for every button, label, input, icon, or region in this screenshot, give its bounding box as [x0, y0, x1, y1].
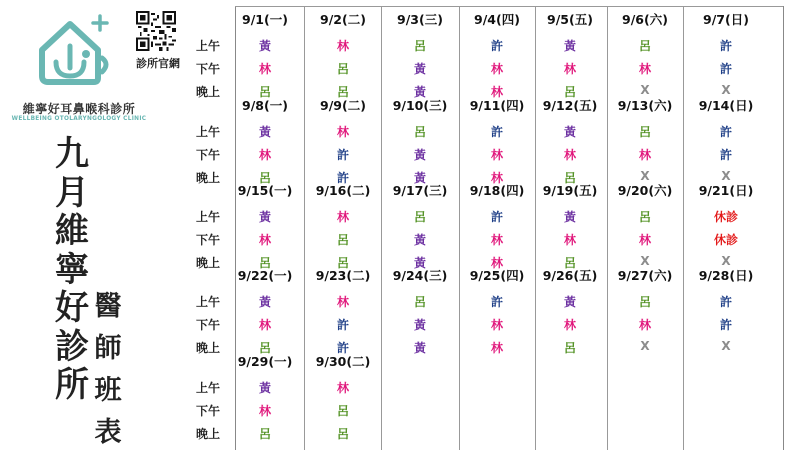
schedule-cell: 呂 [258, 341, 271, 355]
schedule-cell: 黃 [258, 125, 271, 139]
schedule-cell: 呂 [336, 233, 349, 247]
schedule-cell: 許 [719, 148, 732, 162]
schedule-cell: 黃 [413, 85, 426, 99]
period-label: 晚上 [195, 341, 220, 355]
schedule-cell: 黃 [413, 148, 426, 162]
date-header: 9/17(三) [392, 183, 448, 198]
period-label: 下午 [195, 62, 220, 76]
period-label: 下午 [195, 148, 220, 162]
schedule-cell: 呂 [563, 171, 576, 185]
schedule-cell: 黃 [563, 210, 576, 224]
date-header: 9/18(四) [469, 183, 525, 198]
schedule-cell: 林 [336, 125, 349, 139]
schedule-cell: 許 [719, 125, 732, 139]
schedule-cell: 許 [490, 125, 503, 139]
schedule-cell: 許 [719, 318, 732, 332]
period-label: 上午 [195, 381, 220, 395]
schedule-cell: 呂 [258, 85, 271, 99]
schedule-cell: 許 [336, 341, 349, 355]
date-header: 9/16(二) [315, 183, 371, 198]
schedule-cell: 呂 [336, 85, 349, 99]
date-header: 9/3(三) [397, 12, 443, 27]
schedule-cell: 林 [563, 148, 576, 162]
date-header: 9/20(六) [617, 183, 673, 198]
schedule-cell: 許 [336, 171, 349, 185]
schedule-cell: X [640, 339, 650, 353]
schedule-cell: X [640, 83, 650, 97]
date-header: 9/29(一) [237, 354, 293, 369]
date-header: 9/13(六) [617, 98, 673, 113]
schedule-cell: 呂 [336, 62, 349, 76]
schedule-cell: 許 [336, 318, 349, 332]
schedule-cell: 呂 [258, 171, 271, 185]
schedule-cell: 林 [638, 318, 651, 332]
period-label: 上午 [195, 295, 220, 309]
schedule-cell: 黃 [563, 125, 576, 139]
schedule-cell: 許 [719, 62, 732, 76]
date-header: 9/4(四) [474, 12, 520, 27]
schedule-cell: 黃 [413, 318, 426, 332]
period-label: 晚上 [195, 171, 220, 185]
schedule-cell: 許 [490, 39, 503, 53]
clinic-name-english: WELLBEING OTOLARYNGOLOGY CLINIC [11, 116, 147, 122]
subtitle-char: 班 [94, 375, 122, 406]
schedule-cell: 林 [563, 233, 576, 247]
schedule-cell: 休診 [713, 210, 738, 224]
qr-caption: 診所官網 [136, 57, 180, 70]
date-header: 9/12(五) [542, 98, 598, 113]
schedule-cell: 呂 [563, 256, 576, 270]
schedule-cell: 呂 [638, 39, 651, 53]
date-header: 9/5(五) [547, 12, 593, 27]
subtitle-char: 師 [94, 333, 122, 364]
title-char: 九 [55, 134, 89, 174]
title-char: 好 [55, 288, 89, 328]
schedule-cell: 黃 [563, 295, 576, 309]
title-char: 診 [55, 326, 89, 367]
schedule-cell: 林 [563, 62, 576, 76]
schedule-cell: 休診 [713, 233, 738, 247]
period-label: 上午 [195, 39, 220, 53]
date-header: 9/15(一) [237, 183, 293, 198]
schedule-cell: 呂 [413, 295, 426, 309]
schedule-cell: 呂 [638, 125, 651, 139]
date-header: 9/10(三) [392, 98, 448, 113]
date-header: 9/19(五) [542, 183, 598, 198]
schedule-cell: 林 [638, 148, 651, 162]
period-label: 下午 [195, 318, 220, 332]
schedule-cell: 黃 [258, 381, 271, 395]
schedule-cell: 林 [258, 318, 271, 332]
schedule-cell: 林 [336, 210, 349, 224]
clinic-name: 維寧好耳鼻喉科診所 [22, 102, 136, 116]
schedule-cell: 林 [490, 233, 503, 247]
date-header: 9/7(日) [703, 12, 749, 27]
date-header: 9/26(五) [542, 268, 598, 283]
schedule-cell: 許 [490, 295, 503, 309]
schedule-cell: 林 [258, 404, 271, 418]
schedule-cell: 呂 [563, 341, 576, 355]
schedule-cell: 林 [258, 62, 271, 76]
schedule-cell: 呂 [413, 39, 426, 53]
schedule-cell: 林 [490, 256, 503, 270]
schedule-cell: 林 [563, 318, 576, 332]
schedule-cell: 呂 [258, 256, 271, 270]
period-label: 上午 [195, 210, 220, 224]
schedule-cell: 黃 [258, 39, 271, 53]
date-header: 9/1(一) [242, 12, 288, 27]
subtitle-char: 醫 [94, 291, 122, 322]
schedule-cell: 呂 [413, 210, 426, 224]
schedule-cell: 呂 [336, 256, 349, 270]
schedule-cell: X [721, 339, 731, 353]
title-char: 月 [55, 172, 89, 213]
schedule-cell: 林 [490, 171, 503, 185]
schedule-cell: 呂 [258, 427, 271, 441]
schedule-cell: 許 [336, 148, 349, 162]
schedule-cell: 許 [719, 39, 732, 53]
schedule-cell: 黃 [413, 256, 426, 270]
period-label: 下午 [195, 404, 220, 418]
schedule-cell: 林 [490, 85, 503, 99]
date-header: 9/11(四) [469, 98, 525, 113]
date-header: 9/2(二) [320, 12, 366, 27]
schedule-cell: 林 [258, 233, 271, 247]
title-char: 維 [55, 211, 89, 251]
date-header: 9/22(一) [237, 268, 293, 283]
date-header: 9/8(一) [242, 98, 288, 113]
title-char: 所 [55, 365, 89, 405]
schedule-cell: 林 [638, 62, 651, 76]
schedule-cell: 黃 [258, 210, 271, 224]
schedule-cell: 林 [490, 318, 503, 332]
schedule-cell: 呂 [336, 404, 349, 418]
period-label: 上午 [195, 125, 220, 139]
schedule-cell: 林 [490, 62, 503, 76]
title-char: 寧 [55, 249, 89, 290]
date-header: 9/6(六) [622, 12, 668, 27]
schedule-cell: 許 [490, 210, 503, 224]
schedule-cell: 呂 [563, 85, 576, 99]
date-header: 9/27(六) [617, 268, 673, 283]
schedule-cell: 黃 [258, 295, 271, 309]
schedule-cell: X [640, 254, 650, 268]
schedule-cell: 呂 [413, 125, 426, 139]
subtitle-char: 表 [94, 417, 122, 448]
schedule-cell: 呂 [638, 210, 651, 224]
period-label: 晚上 [195, 85, 220, 99]
schedule-cell: 呂 [336, 427, 349, 441]
date-header: 9/28(日) [698, 268, 754, 283]
schedule-cell: 林 [490, 148, 503, 162]
date-header: 9/24(三) [392, 268, 448, 283]
column-divider [783, 6, 784, 450]
row-divider [235, 6, 783, 7]
schedule-cell: 黃 [413, 62, 426, 76]
period-label: 下午 [195, 233, 220, 247]
schedule-cell: X [721, 169, 731, 183]
period-label: 晚上 [195, 256, 220, 270]
date-header: 9/9(二) [320, 98, 366, 113]
date-header: 9/14(日) [698, 98, 754, 113]
schedule-cell: X [721, 254, 731, 268]
date-header: 9/21(日) [698, 183, 754, 198]
date-header: 9/30(二) [315, 354, 371, 369]
schedule-cell: 林 [336, 381, 349, 395]
period-label: 晚上 [195, 427, 220, 441]
schedule-cell: 林 [336, 39, 349, 53]
schedule-cell: 林 [638, 233, 651, 247]
schedule-cell: 黃 [413, 341, 426, 355]
schedule-cell: X [721, 83, 731, 97]
schedule-cell: 黃 [413, 171, 426, 185]
date-header: 9/25(四) [469, 268, 525, 283]
schedule-cell: 黃 [413, 233, 426, 247]
date-header: 9/23(二) [315, 268, 371, 283]
schedule-cell: X [640, 169, 650, 183]
schedule-cell: 林 [490, 341, 503, 355]
schedule-cell: 林 [336, 295, 349, 309]
schedule-cell: 黃 [563, 39, 576, 53]
schedule-cell: 呂 [638, 295, 651, 309]
schedule-cell: 林 [258, 148, 271, 162]
schedule-cell: 許 [719, 295, 732, 309]
